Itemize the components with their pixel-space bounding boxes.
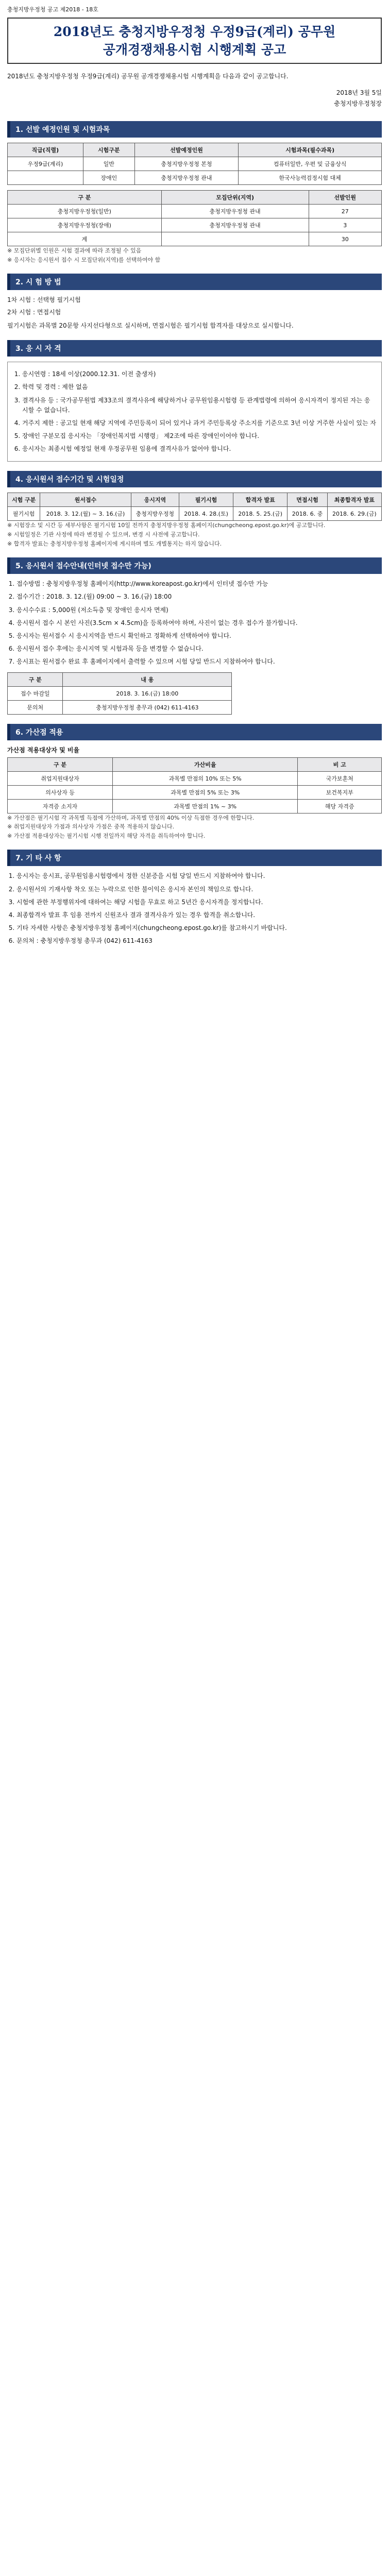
section-4-header: 4. 응시원서 접수기간 및 시험일정 <box>7 471 382 487</box>
bonus-note: ※ 취업지원대상자 가점과 의사상자 가점은 중복 적용하지 않습니다. <box>7 823 175 831</box>
table-row <box>8 171 382 185</box>
table-header: 면접시험 <box>287 493 327 507</box>
list-item: 1. 응시자는 응시표, 공무원임용시험령에서 정한 신분증을 시험 당일 반드시 지참하여야 합니다. <box>16 871 382 881</box>
eligibility-box <box>7 362 382 462</box>
section-2-header: 2. 시 험 방 법 <box>7 274 382 290</box>
exam-method-text: 필기시험은 과목별 20문항 사지선다형으로 실시하며, 면접시험은 필기시험 합격자를 대상으로 실시합니다. <box>7 321 294 329</box>
table-cell: 일반 <box>83 157 134 171</box>
list-item: 3. 응시수수료 : 5,000원 (저소득층 및 장애인 응시자 면제) <box>16 605 382 615</box>
table-cell: 우정9급(계리) <box>8 157 83 171</box>
table-cell: 충청지방우정청(일반) <box>8 205 162 218</box>
section-5-header: 5. 응시원서 접수안내(인터넷 접수만 가능) <box>7 557 382 574</box>
section-1-header: 1. 선발 예정인원 및 시험과목 <box>7 121 382 138</box>
table-cell: 충청지방우정청 <box>131 507 179 521</box>
bonus-note: ※ 가산점은 필기시험 각 과목별 득점에 가산하며, 과목별 만점의 40% 이상 득점한 경우에 한합니다. <box>7 814 255 821</box>
exam-subject-table <box>7 143 382 185</box>
intro-text: 2018년도 충청지방우정청 우정9급(계리) 공무원 공개경쟁채용시험 시행계획을 다음과 같이 공고합니다. <box>7 73 289 80</box>
table-cell: 2018. 6. 29.(금) <box>327 507 381 521</box>
title-box <box>7 18 382 64</box>
list-item: 2. 응시원서의 기재사항 착오 또는 누락으로 인한 불이익은 응시자 본인의 책임으로 합니다. <box>16 885 382 894</box>
table-cell <box>161 232 309 246</box>
section-7-header: 7. 기 타 사 항 <box>7 850 382 866</box>
table-cell: 국가보훈처 <box>298 771 382 785</box>
list-item: 3. 시험에 관한 부정행위자에 대하여는 해당 시험을 무효로 하고 5년간 응시자격을 정지합니다. <box>16 897 382 907</box>
table-header: 구 분 <box>8 672 63 686</box>
exam-step: 2차 시험 : 면접시험 <box>7 308 61 316</box>
table-cell: 충청지방우정청 관내 <box>161 205 309 218</box>
schedule-note: ※ 시험일정은 기관 사정에 따라 변경될 수 있으며, 변경 시 사전에 공고합니다. <box>7 531 200 538</box>
table-cell: 자격증 소지자 <box>8 799 113 813</box>
list-item: 5. 기타 자세한 사항은 충청지방우정청 홈페이지(chungcheong.epost.go.kr)를 참고하시기 바랍니다. <box>16 923 382 933</box>
table-header: 선발인원 <box>309 191 382 205</box>
exam-step: 1차 시험 : 선택형 필기시험 <box>7 296 81 304</box>
list-item: 5. 응시자는 원서접수 시 응시지역을 반드시 확인하고 정확하게 선택하여야 합니다. <box>16 631 382 641</box>
table-header: 비 고 <box>298 757 382 771</box>
table-row <box>8 157 382 171</box>
bonus-table <box>7 757 382 814</box>
table-header: 시험과목(필수과목) <box>239 143 382 157</box>
list-item: 6. 문의처 : 충청지방우정청 총무과 (042) 611-4163 <box>16 936 382 946</box>
table-cell: 2018. 3. 16.(금) 18:00 <box>63 686 232 700</box>
table-cell: 3 <box>309 218 382 232</box>
table-cell: 해당 자격증 <box>298 799 382 813</box>
table-cell: 과목별 만점의 5% 또는 3% <box>113 785 298 799</box>
table-row <box>8 507 382 521</box>
table-header: 구 분 <box>8 191 162 205</box>
list-item: 2. 학력 및 경력 : 제한 없음 <box>22 382 376 392</box>
table-header: 시험구분 <box>83 143 134 157</box>
table-cell: 한국사능력검정시험 대체 <box>239 171 382 185</box>
table-cell: 취업지원대상자 <box>8 771 113 785</box>
table-cell: 의사상자 등 <box>8 785 113 799</box>
bonus-note: ※ 가산점 적용대상자는 필기시험 시행 전일까지 해당 자격을 취득하여야 합니다. <box>7 832 206 839</box>
bottom-spacer <box>7 949 382 964</box>
list-item: 7. 응시표는 원서접수 완료 후 홈페이지에서 출력할 수 있으며 시험 당일 반드시 지참하여야 합니다. <box>16 657 382 667</box>
table-row <box>8 686 232 700</box>
table-cell <box>8 171 83 185</box>
table-row <box>8 218 382 232</box>
table-cell: 컴퓨터일반, 우편 및 금융상식 <box>239 157 382 171</box>
table-cell: 과목별 만점의 10% 또는 5% <box>113 771 298 785</box>
table-header: 직급(직렬) <box>8 143 83 157</box>
table-row <box>8 232 382 246</box>
notice-page <box>0 0 389 964</box>
schedule-note: ※ 시험장소 및 시간 등 세부사항은 필기시험 10일 전까지 충청지방우정청 홈페이지(chungcheong.epost.go.kr)에 공고합니다. <box>7 522 326 529</box>
table-cell: 충청지방우정청 관내 <box>161 218 309 232</box>
issuer-name: 충청지방우정청장 <box>334 99 382 107</box>
list-item: 3. 결격사유 등 : 국가공무원법 제33조의 결격사유에 해당하거나 공무원임용시험령 등 관계법령에 의하여 응시자격이 정지된 자는 응시할 수 없습니다. <box>22 396 376 415</box>
date-block <box>7 88 382 109</box>
table-cell: 충청지방우정청 총무과 (042) 611-4163 <box>63 700 232 714</box>
table-cell: 보건복지부 <box>298 785 382 799</box>
table-header: 모집단위(지역) <box>161 191 309 205</box>
schedule-table <box>7 493 382 521</box>
list-item: 4. 최종합격자 발표 후 임용 전까지 신원조사 결과 결격사유가 있는 경우 합격을 취소합니다. <box>16 910 382 920</box>
table-row <box>8 771 382 785</box>
table-cell: 장애인 <box>83 171 134 185</box>
list-item: 6. 응시자는 최종시험 예정일 현재 우정공무원 임용에 결격사유가 없어야 합니다. <box>22 444 376 454</box>
notice-number: 충청지방우정청 공고 제2018 - 18호 <box>7 6 98 13</box>
notice-date: 2018년 3월 5일 <box>336 89 382 97</box>
list-item: 2. 접수기간 : 2018. 3. 12.(월) 09:00 ~ 3. 16.(금) 18:00 <box>16 592 382 602</box>
table-header: 최종합격자 발표 <box>327 493 381 507</box>
table-cell: 충청지방우정청(장애) <box>8 218 162 232</box>
table-row <box>8 205 382 218</box>
table-cell: 2018. 6. 중 <box>287 507 327 521</box>
table-cell: 계 <box>8 232 162 246</box>
table-header: 구 분 <box>8 757 113 771</box>
recruit-table <box>7 190 382 246</box>
table-cell: 문의처 <box>8 700 63 714</box>
table-header: 가산비율 <box>113 757 298 771</box>
table-cell: 30 <box>309 232 382 246</box>
table-header: 필기시험 <box>179 493 233 507</box>
table-cell: 2018. 3. 12.(월) ~ 3. 16.(금) <box>40 507 131 521</box>
table-header: 원서접수 <box>40 493 131 507</box>
title-line-2: 공개경쟁채용시험 시행계획 공고 <box>103 42 286 57</box>
table-header: 시험 구분 <box>8 493 40 507</box>
table-cell: 필기시험 <box>8 507 40 521</box>
section-6-header: 6. 가산점 적용 <box>7 724 382 740</box>
list-item: 1. 응시연령 : 18세 이상(2000.12.31. 이전 출생자) <box>22 369 376 379</box>
list-item: 5. 장애인 구분모집 응시자는 「장애인복지법 시행령」 제2조에 따른 장애인이어야 합니다. <box>22 431 376 441</box>
title-line-1: 2018년도 충청지방우정청 우정9급(계리) 공무원 <box>53 24 336 39</box>
table-cell: 2018. 5. 25.(금) <box>233 507 287 521</box>
table-row <box>8 700 232 714</box>
list-item: 6. 응시원서 접수 후에는 응시지역 및 시험과목 등을 변경할 수 없습니다. <box>16 644 382 654</box>
table-row <box>8 799 382 813</box>
list-item: 1. 접수방법 : 충청지방우정청 홈페이지(http://www.koreapost.go.kr)에서 인터넷 접수만 가능 <box>16 579 382 589</box>
bonus-intro: 가산점 적용대상자 및 비율 <box>7 746 80 754</box>
section-1-note: ※ 모집단위별 인원은 시험 결과에 따라 조정될 수 있음 <box>7 247 142 255</box>
list-item: 4. 거주지 제한 : 공고일 현재 해당 지역에 주민등록이 되어 있거나 과거 주민등록상 주소지를 기준으로 3년 이상 거주한 사실이 있는 자 <box>22 418 376 428</box>
table-header: 내 용 <box>63 672 232 686</box>
table-cell: 충청지방우정청 관내 <box>134 171 239 185</box>
table-header: 합격자 발표 <box>233 493 287 507</box>
table-cell: 27 <box>309 205 382 218</box>
table-row <box>8 785 382 799</box>
list-item: 4. 응시원서 접수 시 본인 사진(3.5cm × 4.5cm)을 등록하여야 하며, 사진이 없는 경우 접수가 불가합니다. <box>16 618 382 628</box>
table-cell: 2018. 4. 28.(토) <box>179 507 233 521</box>
section-1-note: ※ 응시자는 응시원서 접수 시 모집단위(지역)를 선택하여야 함 <box>7 256 161 263</box>
table-header: 응시지역 <box>131 493 179 507</box>
table-cell: 접수 마감일 <box>8 686 63 700</box>
table-cell: 충청지방우정청 본청 <box>134 157 239 171</box>
table-header: 선발예정인원 <box>134 143 239 157</box>
application-info-table <box>7 672 232 715</box>
section-3-header: 3. 응 시 자 격 <box>7 340 382 357</box>
table-cell: 과목별 만점의 1% ~ 3% <box>113 799 298 813</box>
schedule-note: ※ 합격자 발표는 충청지방우정청 홈페이지에 게시하며 별도 개별통지는 하지 않습니다. <box>7 540 222 547</box>
